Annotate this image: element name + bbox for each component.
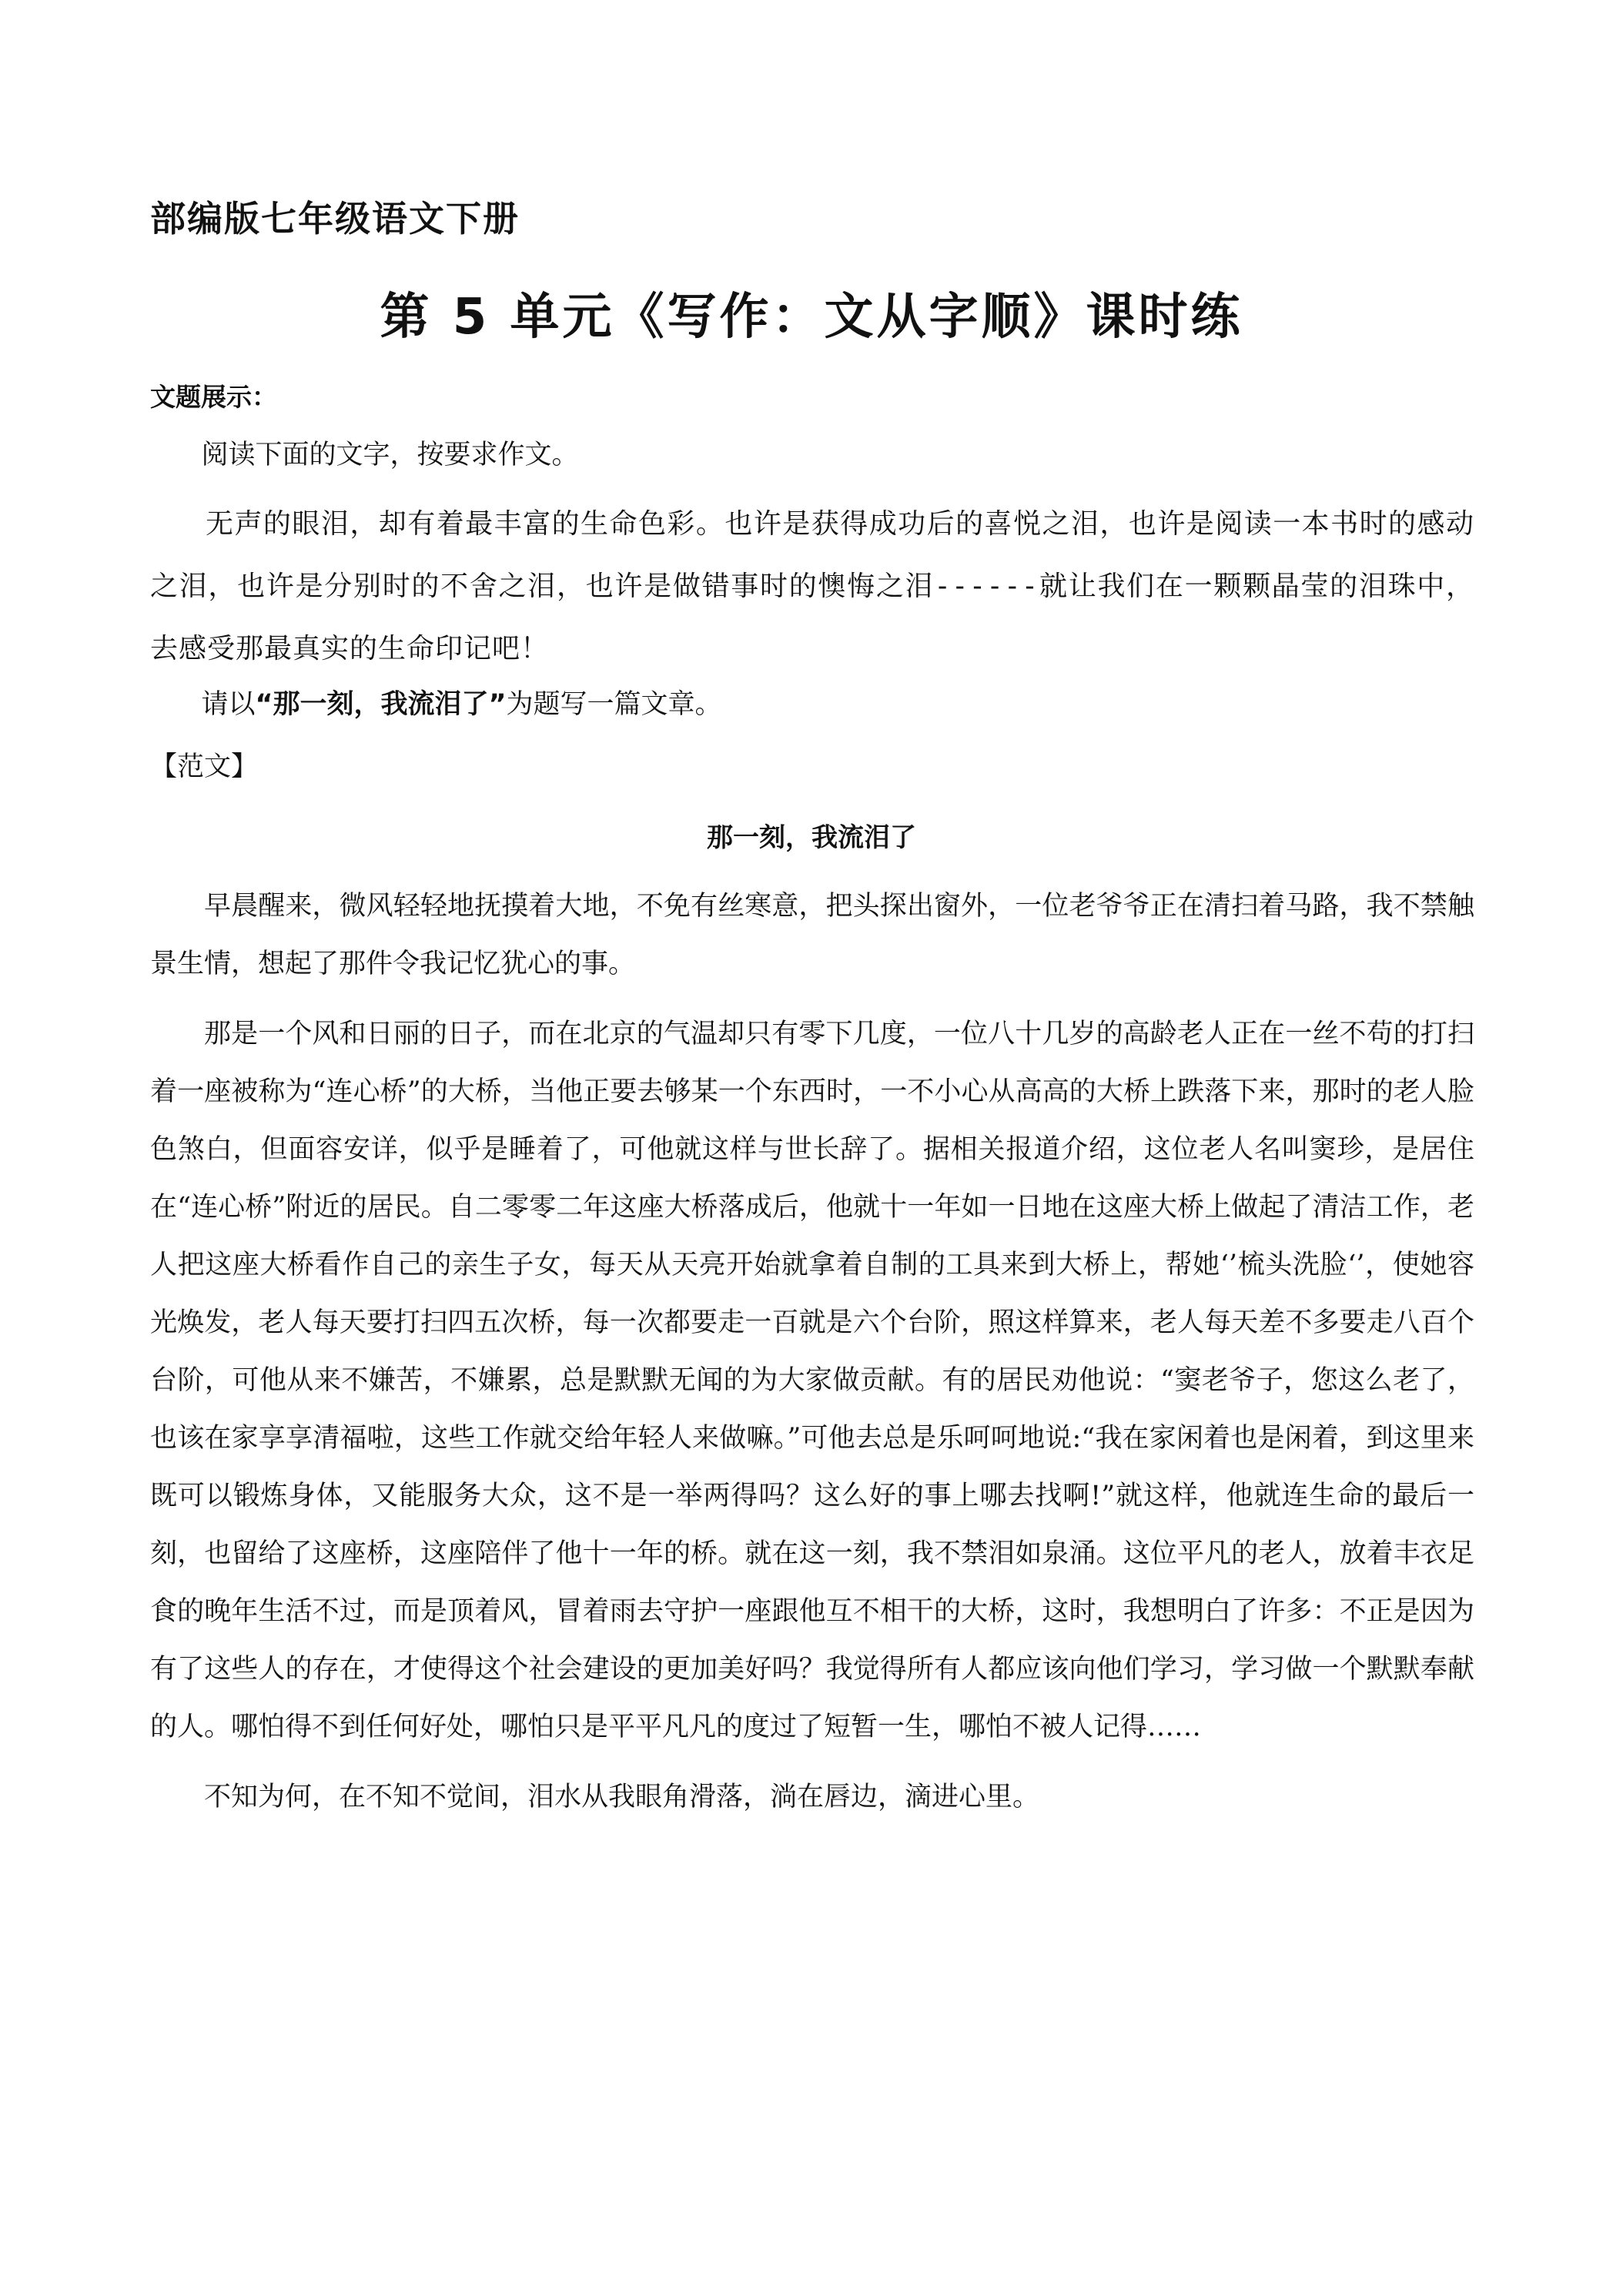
page-title: 第 5 单元《写作：文从字顺》课时练 <box>380 289 1243 346</box>
essay-paragraph: 不知为何，在不知不觉间，泪水从我眼角滑落，淌在唇边，滴进心里。 <box>204 1782 1040 1812</box>
prompt-task <box>150 678 1474 732</box>
prompt-intro: 阅读下面的文字，按要求作文。 <box>201 440 579 470</box>
topic-label: 文题展示： <box>150 382 277 412</box>
essay-title: 那一刻，我流泪了 <box>707 822 916 853</box>
essay-paragraph: 早晨醒来，微风轻轻地抚摸着大地，不免有丝寒意，把头探出窗外，一位老爷爷正在清扫着马路，我不禁触景生情，想起了那件令我记忆犹心的事。 <box>150 891 1474 979</box>
essay-paragraph: 那是一个风和日丽的日子，而在北京的气温却只有零下几度，一位八十几岁的高龄老人正在一丝不苟的打扫着一座被称为“连心桥”的大桥，当他正要去够某一个东西时，一不小心从高高的大桥上跌落下来，那时的老人脸色煞白，但面容安详，似乎是睡着了，可他就这样与世长辞了。据相关报道介绍，这位老人名叫窦珍，是居住在“连心桥”附近的居民。自二零零二年这座大桥落成后，他就十一年如一日地在这座大桥上做起了清洁工作，老人把这座大桥看作自己的亲生子女，每天从天亮开始就拿着自制的工具来到大桥上，帮她‘’梳头洗脸‘’，使她容光焕发，老人每天要打扫四五次桥，每一次都要走一百就是六个台阶，照这样算来，老人每天差不多要走八百个台阶，可他从来不嫌苦，不嫌累，总是默默无闻的为大家做贡献。有的居民劝他说：“窦老爷子，您这么老了，也该在家享享清福啦，这些工作就交给年轻人来做嘛。”可他去总是乐呵呵地说:“我在家闲着也是闲着，到这里来既可以锻炼身体，又能服务大众，这不是一举两得吗？这么好的事上哪去找啊!”就这样，他就连生命的最后一刻，也留给了这座桥，这座陪伴了他十一年的桥。就在这一刻，我不禁泪如泉涌。这位平凡的老人，放着丰衣足食的晚年生活不过，而是顶着风，冒着雨去守护一座跟他互不相干的大桥，这时，我想明白了许多：不正是因为有了这些人的存在，才使得这个社会建设的更加美好吗？我觉得所有人都应该向他们学习，学习做一个默默奉献的人。哪怕得不到任何好处，哪怕只是平平凡凡的度过了短暂一生，哪怕不被人记得…… <box>150 1019 1474 1742</box>
prompt-quote: 无声的眼泪，却有着最丰富的生命色彩。也许是获得成功后的喜悦之泪，也许是阅读一本书时的感动之泪，也许是分别时的不舍之泪，也许是做错事时的懊悔之泪------就让我们在一颗颗晶莹的泪珠中，去感受那最真实的生命印记吧！ <box>150 508 1474 664</box>
prompt-task-after: 为题写一篇文章。 <box>506 689 722 720</box>
prompt-task-before: 请以 <box>201 689 256 720</box>
series-header: 部编版七年级语文下册 <box>150 198 520 239</box>
essay-body <box>150 878 1474 1839</box>
sample-label: 【范文】 <box>150 751 259 782</box>
prompt-task-title: “那一刻，我流泪了” <box>255 689 507 720</box>
